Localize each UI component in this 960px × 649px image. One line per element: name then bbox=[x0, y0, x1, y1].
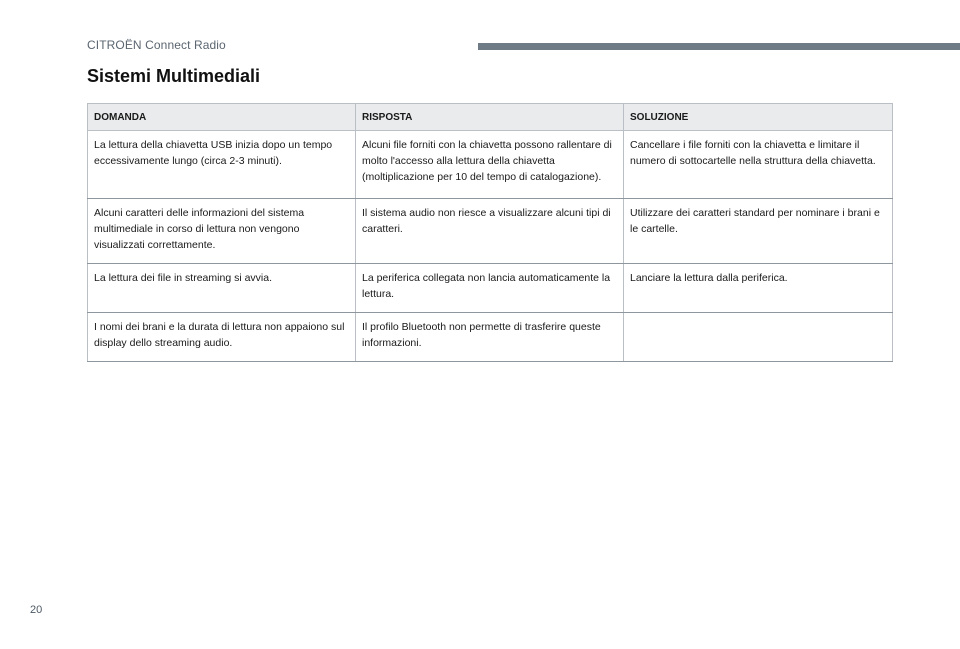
table-cell-solution: Lanciare la lettura dalla periferica. bbox=[624, 264, 893, 313]
table-row bbox=[88, 264, 893, 313]
column-header-soluzione: SOLUZIONE bbox=[624, 104, 893, 131]
table-cell-answer: Il sistema audio non riesce a visualizzare alcuni tipi di caratteri. bbox=[356, 199, 624, 264]
table-cell-answer: La periferica collegata non lancia automaticamente la lettura. bbox=[356, 264, 624, 313]
troubleshooting-table bbox=[87, 103, 893, 362]
table-cell-solution bbox=[624, 313, 893, 362]
table-cell-question: Alcuni caratteri delle informazioni del sistema multimediale in corso di lettura non vengono visualizzati correttamente. bbox=[88, 199, 356, 264]
table-cell-solution: Cancellare i file forniti con la chiavetta e limitare il numero di sottocartelle nella struttura della chiavetta. bbox=[624, 131, 893, 199]
column-header-risposta: RISPOSTA bbox=[356, 104, 624, 131]
table-cell-answer: Alcuni file forniti con la chiavetta possono rallentare di molto l'accesso alla lettura della chiavetta (moltiplicazione per 10 del tempo di catalogazione). bbox=[356, 131, 624, 199]
table-cell-question: I nomi dei brani e la durata di lettura non appaiono sul display dello streaming audio. bbox=[88, 313, 356, 362]
header-bar bbox=[478, 43, 960, 50]
table-header-row bbox=[88, 104, 893, 131]
table-cell-answer: Il profilo Bluetooth non permette di trasferire queste informazioni. bbox=[356, 313, 624, 362]
table-row bbox=[88, 131, 893, 199]
table-row bbox=[88, 313, 893, 362]
table-cell-question: La lettura della chiavetta USB inizia dopo un tempo eccessivamente lungo (circa 2-3 minuti). bbox=[88, 131, 356, 199]
table-row bbox=[88, 199, 893, 264]
table-cell-question: La lettura dei file in streaming si avvia. bbox=[88, 264, 356, 313]
column-header-domanda: DOMANDA bbox=[88, 104, 356, 131]
page-title: Sistemi Multimediali bbox=[87, 66, 261, 86]
header-brand-text: CITROËN Connect Radio bbox=[87, 38, 226, 52]
table-cell-solution: Utilizzare dei caratteri standard per nominare i brani e le cartelle. bbox=[624, 199, 893, 264]
page-number: 20 bbox=[30, 604, 43, 616]
